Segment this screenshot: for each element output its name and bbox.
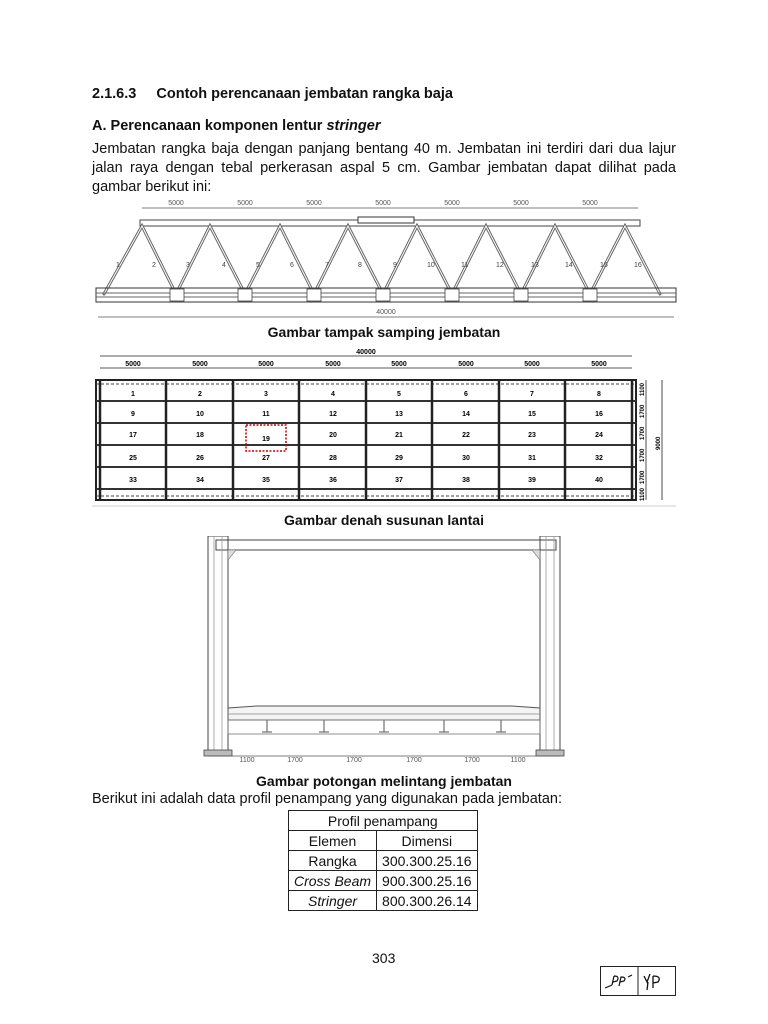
section-dim: 1700 <box>287 757 303 764</box>
slab-number: 3 <box>264 391 268 398</box>
plan-side-dims <box>640 382 662 501</box>
plan-span-label: 5000 <box>391 361 407 368</box>
slab-number: 35 <box>262 477 270 484</box>
slab-number: 22 <box>462 432 470 439</box>
panel-number: 6 <box>290 262 294 269</box>
side-span-label: 5000 <box>168 200 184 207</box>
table-cell: 300.300.25.16 <box>377 851 478 871</box>
table-cell: Cross Beam <box>289 871 377 891</box>
side-span-label: 5000 <box>582 200 598 207</box>
profile-table-title: Profil penampang <box>289 811 478 831</box>
plan-side-dim: 1700 <box>640 404 646 418</box>
plan-span-label: 5000 <box>325 361 341 368</box>
panel-number: 10 <box>427 262 435 269</box>
slab-number: 40 <box>595 477 603 484</box>
slab-number: 9 <box>131 411 135 418</box>
slab-number: 18 <box>196 432 204 439</box>
slab-number: 16 <box>595 411 603 418</box>
section-dim: 1700 <box>406 757 422 764</box>
intro-paragraph: Jembatan rangka baja dengan panjang bentang 40 m. Jembatan ini terdiri dari dua lajur jalan raya dengan tebal perkerasan aspal 5 cm. Gambar jembatan dapat dilihat pada gambar berikut ini: <box>92 141 676 195</box>
slab-number: 26 <box>196 455 204 462</box>
slab-number: 8 <box>597 391 601 398</box>
section-bottom-dims <box>239 757 525 764</box>
table-cell: Stringer <box>289 891 377 911</box>
floor-plan-caption: Gambar denah susunan lantai <box>284 512 484 528</box>
slab-number: 13 <box>395 411 403 418</box>
plan-span-label: 5000 <box>258 361 274 368</box>
slab-number: 31 <box>528 455 536 462</box>
plan-side-dim: 1700 <box>640 470 646 484</box>
panel-number: 15 <box>600 262 608 269</box>
plan-span-label: 5000 <box>458 361 474 368</box>
subsection-title-italic: stringer <box>326 118 381 134</box>
slab-number: 5 <box>397 391 401 398</box>
side-panel-numbers <box>116 262 642 269</box>
table-cell: 900.300.25.16 <box>377 871 478 891</box>
section-dim: 1100 <box>510 757 526 764</box>
side-span-label: 5000 <box>237 200 253 207</box>
side-total-length: 40000 <box>376 309 396 316</box>
panel-number: 2 <box>152 262 156 269</box>
slab-number: 28 <box>329 455 337 462</box>
profile-table <box>288 810 478 911</box>
cross-section-caption: Gambar potongan melintang jembatan <box>256 773 512 789</box>
plan-span-label: 5000 <box>192 361 208 368</box>
plan-side-dim: 1700 <box>640 426 646 440</box>
slab-number: 11 <box>262 411 270 418</box>
slab-number: 15 <box>528 411 536 418</box>
panel-number: 7 <box>325 262 329 269</box>
table-row <box>289 891 478 911</box>
slab-number: 32 <box>595 455 603 462</box>
side-view-drawing <box>90 196 686 322</box>
slab-number: 2 <box>198 391 202 398</box>
table-header: Elemen <box>289 831 377 851</box>
plan-span-label: 5000 <box>125 361 141 368</box>
cross-section-drawing <box>196 536 572 768</box>
plan-total-length: 40000 <box>356 349 376 356</box>
panel-number: 4 <box>222 262 226 269</box>
slab-number: 38 <box>462 477 470 484</box>
floor-plan-drawing <box>92 346 676 508</box>
section-dim: 1100 <box>239 757 255 764</box>
panel-number: 5 <box>256 262 260 269</box>
section-title: Contoh perencanaan jembatan rangka baja <box>156 86 453 102</box>
plan-span-label: 5000 <box>524 361 540 368</box>
slab-number: 4 <box>331 391 335 398</box>
slab-number: 19 <box>262 436 270 443</box>
plan-side-dim: 1100 <box>640 382 646 396</box>
slab-number: 27 <box>262 455 270 462</box>
slab-number: 1 <box>131 391 135 398</box>
plan-side-dim: 1700 <box>640 448 646 462</box>
slab-number: 24 <box>595 432 603 439</box>
subsection-heading <box>92 118 380 134</box>
side-view-caption: Gambar tampak samping jembatan <box>267 324 501 340</box>
plan-total-width: 9000 <box>656 436 662 450</box>
table-row <box>289 871 478 891</box>
panel-number: 9 <box>393 262 397 269</box>
slab-number: 20 <box>329 432 337 439</box>
slab-number: 14 <box>462 411 470 418</box>
slab-number: 37 <box>395 477 403 484</box>
plan-span-labels <box>125 361 607 368</box>
initials-stamp <box>600 966 676 996</box>
slab-number: 10 <box>196 411 204 418</box>
section-heading <box>92 86 453 102</box>
slab-number: 39 <box>528 477 536 484</box>
section-number: 2.1.6.3 <box>92 86 137 102</box>
section-dim: 1700 <box>346 757 362 764</box>
slab-number: 29 <box>395 455 403 462</box>
table-header: Dimensi <box>377 831 478 851</box>
slab-number: 7 <box>530 391 534 398</box>
table-cell: 800.300.26.14 <box>377 891 478 911</box>
slab-number: 17 <box>129 432 137 439</box>
panel-number: 11 <box>461 262 469 269</box>
side-span-label: 5000 <box>375 200 391 207</box>
table-intro: Berikut ini adalah data profil penampang yang digunakan pada jembatan: <box>92 791 562 807</box>
slab-number: 33 <box>129 477 137 484</box>
panel-number: 13 <box>531 262 539 269</box>
page-number: 303 <box>372 950 396 966</box>
slab-number: 21 <box>395 432 403 439</box>
slab-number: 6 <box>464 391 468 398</box>
panel-number: 3 <box>186 262 190 269</box>
panel-number: 12 <box>496 262 504 269</box>
slab-number: 25 <box>129 455 137 462</box>
slab-number: 36 <box>329 477 337 484</box>
side-span-label: 5000 <box>306 200 322 207</box>
plan-side-dim: 1100 <box>640 487 646 501</box>
slab-number: 34 <box>196 477 204 484</box>
table-row <box>289 851 478 871</box>
panel-number: 14 <box>565 262 573 269</box>
panel-number: 1 <box>116 262 120 269</box>
subsection-title: A. Perencanaan komponen lentur <box>92 118 327 134</box>
panel-number: 16 <box>634 262 642 269</box>
panel-number: 8 <box>358 262 362 269</box>
side-span-label: 5000 <box>513 200 529 207</box>
section-dim: 1700 <box>464 757 480 764</box>
plan-span-label: 5000 <box>591 361 607 368</box>
table-cell: Rangka <box>289 851 377 871</box>
slab-number: 30 <box>462 455 470 462</box>
slab-number: 12 <box>329 411 337 418</box>
side-span-labels <box>168 200 598 207</box>
slab-number: 23 <box>528 432 536 439</box>
side-span-label: 5000 <box>444 200 460 207</box>
